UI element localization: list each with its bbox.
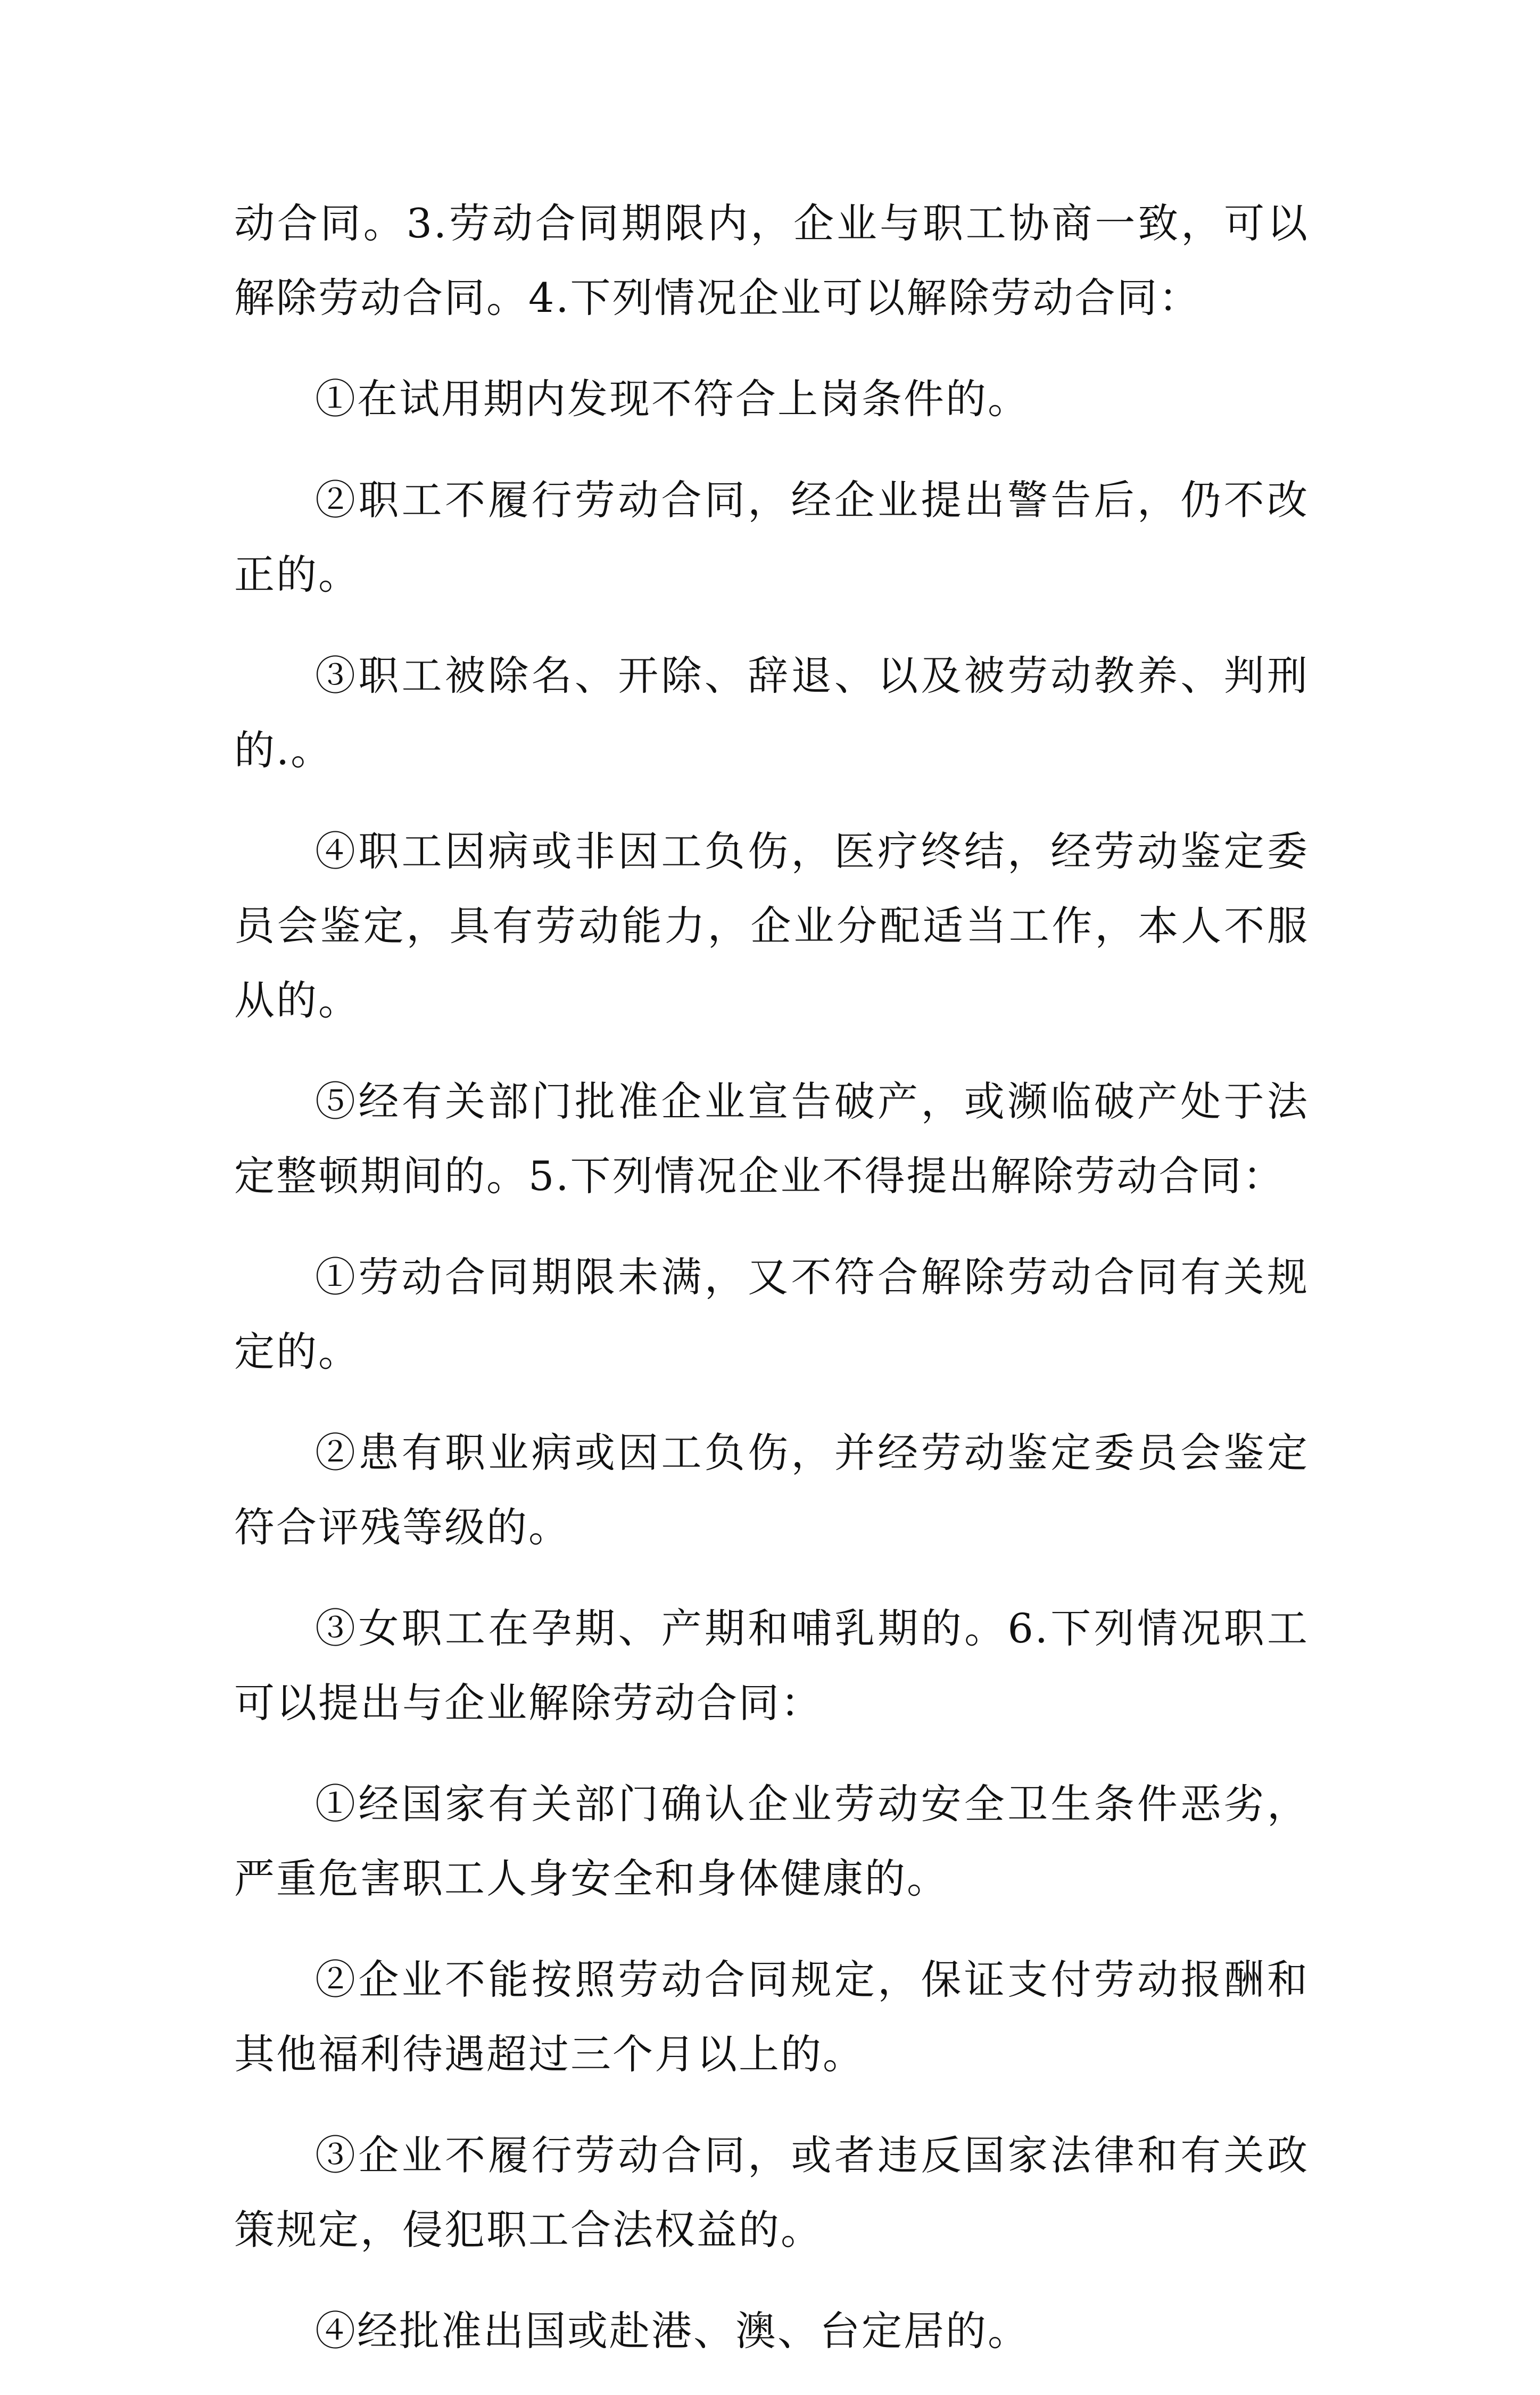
paragraph-item-bankruptcy: ⑤经有关部门批准企业宣告破产，或濒临破产处于法定整顿期间的。5.下列情况企业不得提出解除劳动合同： xyxy=(234,1078,1309,1200)
paragraph-continuation: 动合同。3.劳动合同期限内，企业与职工协商一致，可以解除劳动合同。4.下列情况企业可以解除劳动合同： xyxy=(234,200,1309,321)
paragraph-item-pregnancy: ③女职工在孕期、产期和哺乳期的。6.下列情况职工可以提出与企业解除劳动合同： xyxy=(234,1605,1309,1727)
paragraph-item-nonperformance: ②职工不履行劳动合同，经企业提出警告后，仍不改正的。 xyxy=(234,476,1309,598)
paragraph-item-probation: ①在试用期内发现不符合上岗条件的。 xyxy=(315,375,1030,423)
paragraph-item-dismissal: ③职工被除名、开除、辞退、以及被劳动教养、判刑的.。 xyxy=(234,652,1309,774)
paragraph-item-unsafe-conditions: ①经国家有关部门确认企业劳动安全卫生条件恶劣，严重危害职工人身安全和身体健康的。 xyxy=(234,1780,1309,1902)
document-page xyxy=(234,186,1309,2395)
paragraph-item-term-not-expired: ①劳动合同期限未满，又不符合解除劳动合同有关规定的。 xyxy=(234,1253,1309,1375)
paragraph-item-occupational-disease: ②患有职业病或因工负伤，并经劳动鉴定委员会鉴定符合评残等级的。 xyxy=(234,1429,1309,1551)
paragraph-item-unpaid-wages: ②企业不能按照劳动合同规定，保证支付劳动报酬和其他福利待遇超过三个月以上的。 xyxy=(234,1956,1309,2078)
paragraph-item-emigration: ④经批准出国或赴港、澳、台定居的。 xyxy=(315,2307,1030,2355)
paragraph-item-rights-violation: ③企业不履行劳动合同，或者违反国家法律和有关政策规定，侵犯职工合法权益的。 xyxy=(234,2132,1309,2253)
paragraph-item-illness: ④职工因病或非因工负伤，医疗终结，经劳动鉴定委员会鉴定，具有劳动能力，企业分配适当工作，本人不服从的。 xyxy=(234,828,1309,1024)
